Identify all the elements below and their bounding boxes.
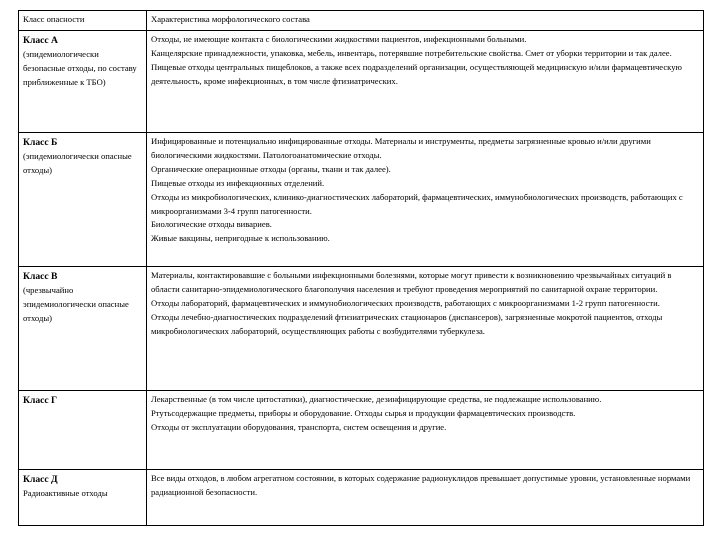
description-cell-a bbox=[147, 30, 704, 132]
description-line: Отходы, не имеющие контакта с биологическими жидкостями пациентов, инфекционными больными. bbox=[151, 33, 527, 44]
description-line: Биологические отходы вивариев. bbox=[151, 219, 272, 230]
description-line: Лекарственные (в том числе цитостатики), диагностические, дезинфицирующие средства, не подлежащие использованию. bbox=[151, 393, 602, 404]
description-line: Отходы из микробиологических, клинико-диагностических лабораторий, фармацевтических, иммунобиологических производств, работающих с микроорганизмами 3-4 групп патогенности. bbox=[151, 191, 683, 216]
table-row bbox=[19, 30, 704, 132]
description-cell-v bbox=[147, 266, 704, 390]
class-subtitle-d: Радиоактивные отходы bbox=[23, 488, 108, 499]
class-cell-g bbox=[19, 390, 147, 469]
class-subtitle-b: (эпидемиологически опасные отходы) bbox=[23, 151, 132, 176]
description-line: Пищевые отходы центральных пищеблоков, а также всех подразделений организации, осуществляющей медицинскую и/или фармацевтическую деятельность, кроме инфекционных, в том числе фтизиатрических. bbox=[151, 61, 682, 86]
description-cell-g bbox=[147, 390, 704, 469]
class-title-b: Класс Б bbox=[23, 136, 58, 148]
description-cell-d bbox=[147, 469, 704, 525]
class-title-a: Класс А bbox=[23, 34, 58, 46]
class-title-d: Класс Д bbox=[23, 473, 58, 485]
table-row bbox=[19, 266, 704, 390]
class-subtitle-v: (чрезвычайно эпидемиологически опасные отходы) bbox=[23, 285, 129, 324]
description-line: Материалы, контактировавшие с больными инфекционными болезнями, которые могут привести к возникновению чрезвычайных ситуаций в области санитарно-эпидемиологического благополучия населения и требуют проведения мероприятий по санитарной охране территории. bbox=[151, 269, 672, 294]
class-title-v: Класс В bbox=[23, 270, 58, 282]
table-row bbox=[19, 132, 704, 266]
description-line: Отходы лабораторий, фармацевтических и иммунобиологических производств, работающих с микроорганизмами 1-2 групп патогенности. bbox=[151, 297, 660, 308]
table-header-row bbox=[19, 11, 704, 31]
description-line: Инфицированные и потенциально инфицированные отходы. Материалы и инструменты, предметы загрязненные кровью и/или другими биологическими жидкостями. Патологоанатомические отходы. bbox=[151, 135, 651, 160]
medical-waste-classification-table bbox=[18, 10, 704, 526]
class-cell-d bbox=[19, 469, 147, 525]
column-header-class: Класс опасности bbox=[19, 11, 147, 31]
description-line: Канцелярские принадлежности, упаковка, мебель, инвентарь, потерявшие потребительские свойства. Смет от уборки территории и так далее. bbox=[151, 47, 672, 58]
column-header-description: Характеристика морфологического состава bbox=[147, 11, 704, 31]
description-line: Отходы от эксплуатации оборудования, транспорта, систем освещения и другие. bbox=[151, 421, 447, 432]
description-line: Живые вакцины, непригодные к использованию. bbox=[151, 233, 330, 244]
description-line: Пищевые отходы из инфекционных отделений. bbox=[151, 177, 325, 188]
class-cell-v bbox=[19, 266, 147, 390]
table-row bbox=[19, 390, 704, 469]
description-cell-b bbox=[147, 132, 704, 266]
description-line: Все виды отходов, в любом агрегатном состоянии, в которых содержание радионуклидов превышает допустимые уровни, установленные нормами радиационной безопасности. bbox=[151, 472, 691, 497]
class-title-g: Класс Г bbox=[23, 394, 58, 406]
description-line: Отходы лечебно-диагностических подразделений фтизиатрических стационаров (диспансеров), загрязненные мокротой пациентов, отходы микробиологических лабораторий, осуществляющих работы с возбудителями туберкулеза. bbox=[151, 311, 663, 336]
class-cell-a bbox=[19, 30, 147, 132]
description-line: Ртутьсодержащие предметы, приборы и оборудование. Отходы сырья и продукции фармацевтических производств. bbox=[151, 407, 576, 418]
class-subtitle-a: (эпидемиологически безопасные отходы, по составу приближенные к ТБО) bbox=[23, 49, 137, 88]
description-line: Органические операционные отходы (органы, ткани и так далее). bbox=[151, 163, 391, 174]
class-cell-b bbox=[19, 132, 147, 266]
table-body bbox=[19, 30, 704, 525]
table-row bbox=[19, 469, 704, 525]
